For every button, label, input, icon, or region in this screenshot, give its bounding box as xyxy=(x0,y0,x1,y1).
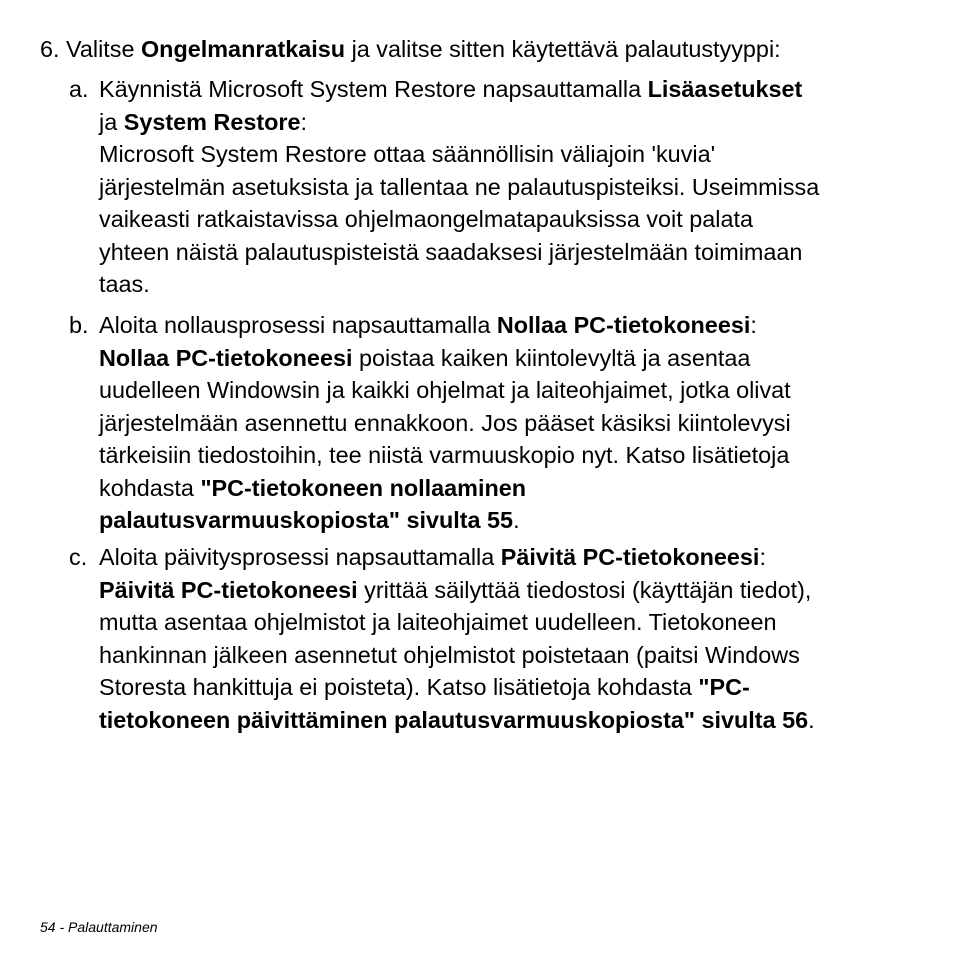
text-run: . xyxy=(808,706,815,733)
description-line: Microsoft System Restore ottaa säännöllisin väliajoin 'kuvia' xyxy=(99,141,716,167)
substep-line xyxy=(99,574,929,607)
substep-line xyxy=(99,541,929,574)
substep-letter: c. xyxy=(69,544,88,570)
text-run: Aloita päivitysprosessi napsauttamalla xyxy=(99,544,501,570)
substep-line xyxy=(99,504,929,537)
cross-reference-link[interactable]: "PC- xyxy=(698,674,750,700)
description-line: järjestelmään asennettu ennakkoon. Jos pääset käsiksi kiintolevysi xyxy=(99,409,791,436)
bold-term: Nollaa PC-tietokoneesi xyxy=(496,312,751,338)
text-run: yrittää säilyttää tiedostosi (käyttäjän tiedot), xyxy=(357,576,812,603)
description-line: järjestelmän asetuksista ja tallentaa ne palautuspisteiksi. Useimmissa xyxy=(99,173,820,200)
page-footer: 54 - Palauttaminen xyxy=(40,919,158,935)
cross-reference-link[interactable]: "PC-tietokoneen nollaaminen xyxy=(200,474,527,501)
step-text: ja valitse sitten käytettävä palautustyyppi: xyxy=(345,36,781,62)
text-run: Käynnistä Microsoft System Restore napsauttamalla xyxy=(99,76,648,102)
description-line: hankinnan jälkeen asennetut ohjelmistot poistetaan (paitsi Windows xyxy=(99,641,800,668)
substep-body xyxy=(99,309,929,537)
description-line: taas. xyxy=(99,271,150,297)
substep-body xyxy=(99,73,929,301)
bold-term: Lisäasetukset xyxy=(647,76,803,102)
step-number: 6. xyxy=(40,36,60,62)
bold-term: Päivitä PC-tietokoneesi xyxy=(99,576,358,603)
substep-b xyxy=(69,309,929,537)
substep-line xyxy=(99,704,929,737)
bold-term: Nollaa PC-tietokoneesi xyxy=(99,344,353,371)
text-run: Storesta hankittuja ei poisteta). Katso lisätietoja kohdasta xyxy=(99,674,699,700)
substep-line xyxy=(99,73,929,106)
substep-line xyxy=(99,106,929,139)
substep-letter: b. xyxy=(69,312,89,338)
description-line: uudelleen Windowsin ja kaikki ohjelmat ja laiteohjaimet, jotka olivat xyxy=(99,377,791,403)
substep-line xyxy=(99,472,929,505)
step-text: Valitse xyxy=(66,36,141,62)
substep-c xyxy=(69,541,929,736)
text-run: poistaa kaiken kiintolevyltä ja asentaa xyxy=(352,344,751,371)
text-run: : xyxy=(750,312,757,338)
description-line: yhteen näistä palautuspisteistä saadaksesi järjestelmään toimimaan xyxy=(99,238,803,265)
step-6 xyxy=(40,33,920,66)
description-line: tärkeisiin tiedostoihin, tee niistä varmuuskopio nyt. Katso lisätietoja xyxy=(99,442,790,468)
bold-term: Päivitä PC-tietokoneesi xyxy=(500,544,760,570)
substep-line xyxy=(99,309,929,342)
substep-line xyxy=(99,342,929,375)
description-line: mutta asentaa ohjelmistot ja laiteohjaimet uudelleen. Tietokoneen xyxy=(99,609,777,635)
text-run: Aloita nollausprosessi napsauttamalla xyxy=(99,312,497,338)
text-run: : xyxy=(759,544,766,570)
step-bold-term: Ongelmanratkaisu xyxy=(140,36,346,62)
substep-body xyxy=(99,541,929,736)
substep-line xyxy=(99,671,929,704)
text-run: ja xyxy=(99,108,124,135)
bold-term: System Restore xyxy=(123,108,301,135)
text-run: kohdasta xyxy=(99,474,201,501)
cross-reference-link[interactable]: palautusvarmuuskopiosta" sivulta 55 xyxy=(99,507,514,533)
substep-a xyxy=(69,73,929,301)
cross-reference-link[interactable]: tietokoneen päivittäminen palautusvarmuuskopiosta" sivulta 56 xyxy=(99,706,809,733)
description-line: vaikeasti ratkaistavissa ohjelmaongelmatapauksissa voit palata xyxy=(99,206,753,232)
substep-letter: a. xyxy=(69,76,89,102)
text-run: . xyxy=(513,507,520,533)
text-run: : xyxy=(300,108,308,135)
